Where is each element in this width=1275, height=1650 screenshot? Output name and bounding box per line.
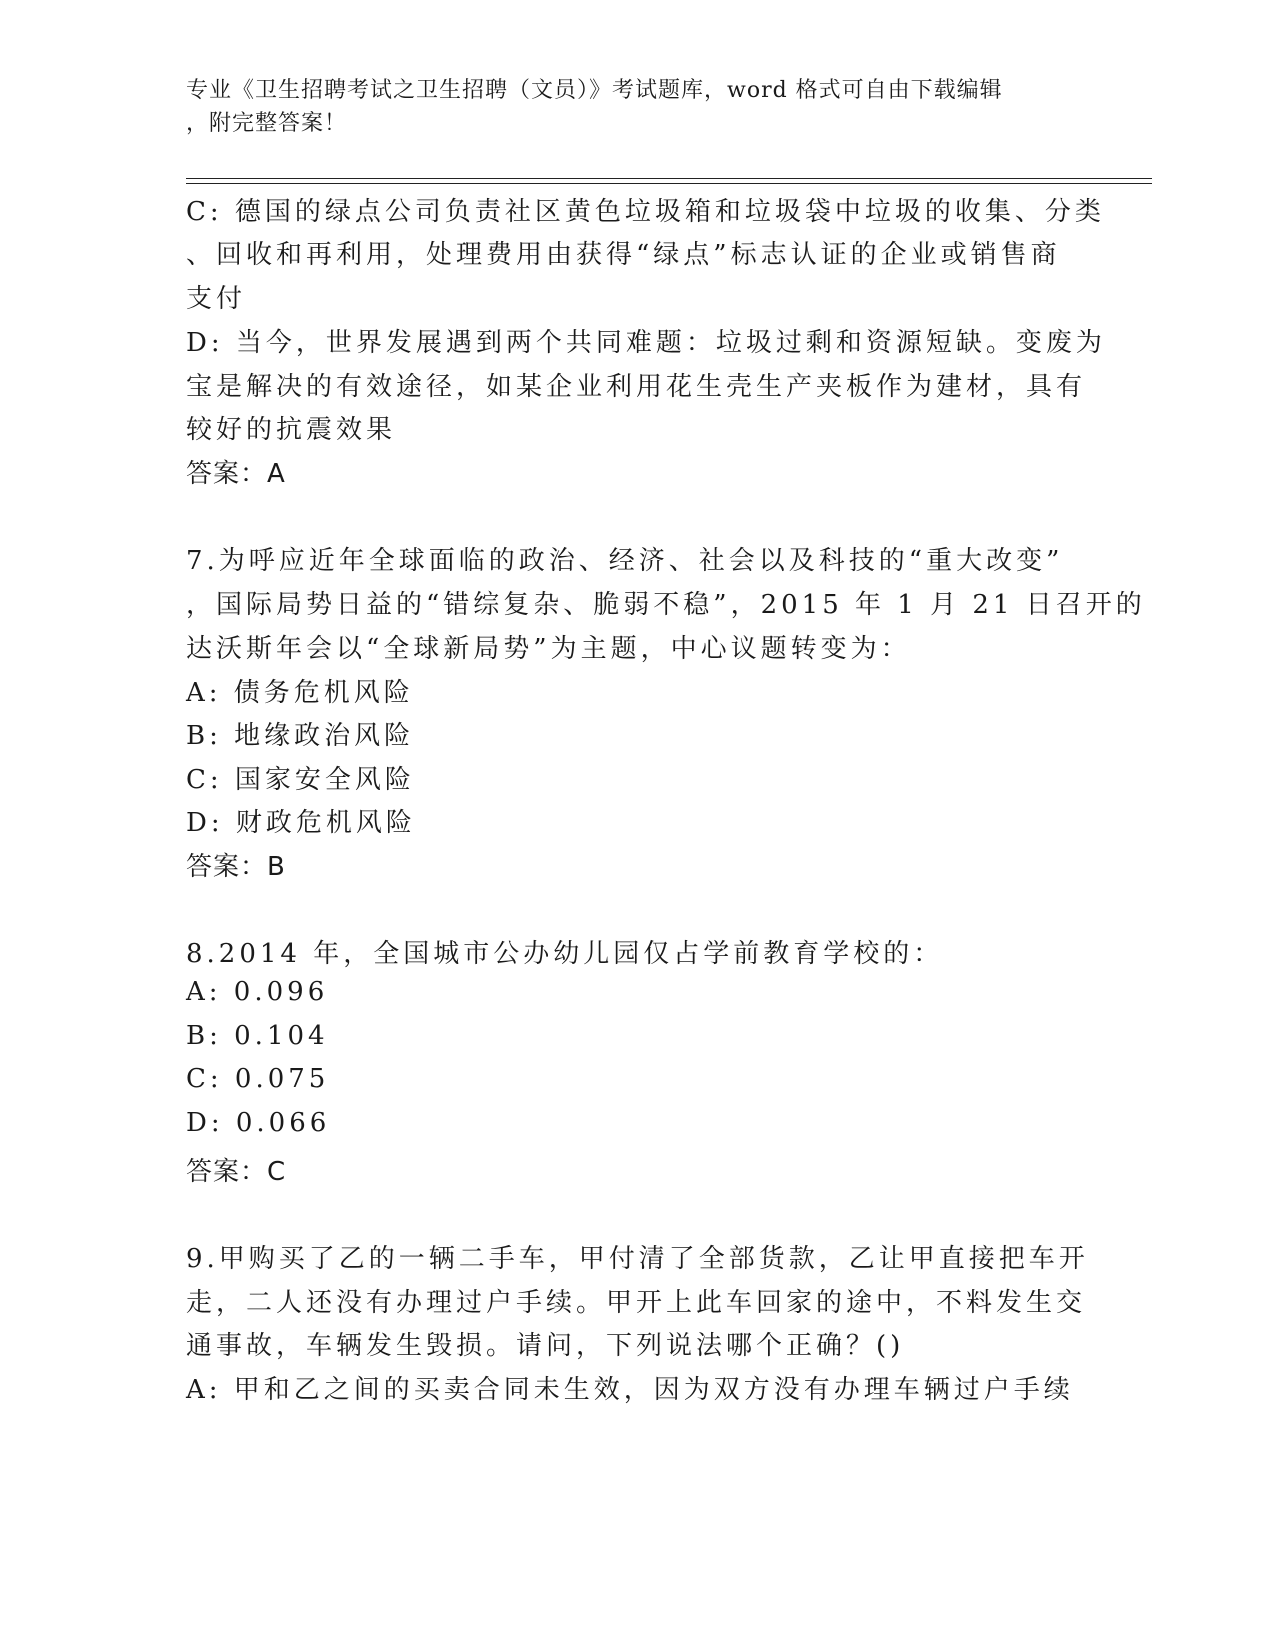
q8-answer: 答案：C (186, 1157, 287, 1187)
q6-option-c-line-1: C: 德国的绿点公司负责社区黄色垃圾箱和垃圾袋中垃圾的收集、分类 (186, 197, 1105, 227)
q6-answer: 答案：A (186, 459, 286, 489)
q6-option-d-line-3: 较好的抗震效果 (186, 415, 397, 445)
header-line-2: ，附完整答案！ (186, 111, 348, 136)
q6-option-c-line-2: 、回收和再利用，处理费用由获得“绿点”标志认证的企业或销售商 (186, 240, 1061, 270)
q8-stem: 8.2014 年，全国城市公办幼儿园仅占学前教育学校的： (186, 939, 944, 969)
q7-option-c: C: 国家安全风险 (186, 765, 415, 795)
q7-option-b: B: 地缘政治风险 (186, 721, 415, 751)
q8-option-c: C: 0.075 (186, 1064, 330, 1094)
q8-option-a: A: 0.096 (186, 977, 329, 1007)
header-line-1: 专业《卫生招聘考试之卫生招聘（文员）》考试题库，word 格式可自由下载编辑 (186, 78, 1003, 103)
q7-stem-line-2: ，国际局势日益的“错综复杂、脆弱不稳”，2015 年 1 月 21 日召开的 (186, 590, 1146, 620)
q6-option-d-line-2: 宝是解决的有效途径，如某企业利用花生壳生产夹板作为建材，具有 (186, 372, 1087, 402)
q7-option-a: A: 债务危机风险 (186, 678, 414, 708)
q9-stem-line-1: 9.甲购买了乙的一辆二手车，甲付清了全部货款，乙让甲直接把车开 (186, 1244, 1089, 1274)
q6-option-c-line-3: 支付 (186, 284, 247, 314)
q7-option-d: D: 财政危机风险 (186, 808, 416, 838)
q9-stem-line-2: 走，二人还没有办理过户手续。甲开上此车回家的途中，不料发生交 (186, 1288, 1087, 1318)
q7-stem-line-3: 达沃斯年会以“全球新局势”为主题，中心议题转变为： (186, 634, 911, 664)
header-rule-top (186, 178, 1152, 179)
q8-option-d: D: 0.066 (186, 1108, 331, 1138)
q9-option-a: A: 甲和乙之间的买卖合同未生效，因为双方没有办理车辆过户手续 (186, 1375, 1074, 1405)
document-header (186, 74, 1066, 140)
q6-option-d-line-1: D: 当今，世界发展遇到两个共同难题：垃圾过剩和资源短缺。变废为 (186, 328, 1106, 358)
header-rule-bottom (186, 183, 1152, 184)
q7-answer: 答案：B (186, 852, 286, 882)
q7-stem-line-1: 7.为呼应近年全球面临的政治、经济、社会以及科技的“重大改变” (186, 546, 1064, 576)
q9-stem-line-3: 通事故，车辆发生毁损。请问，下列说法哪个正确？() (186, 1331, 905, 1361)
q8-option-b: B: 0.104 (186, 1021, 329, 1051)
